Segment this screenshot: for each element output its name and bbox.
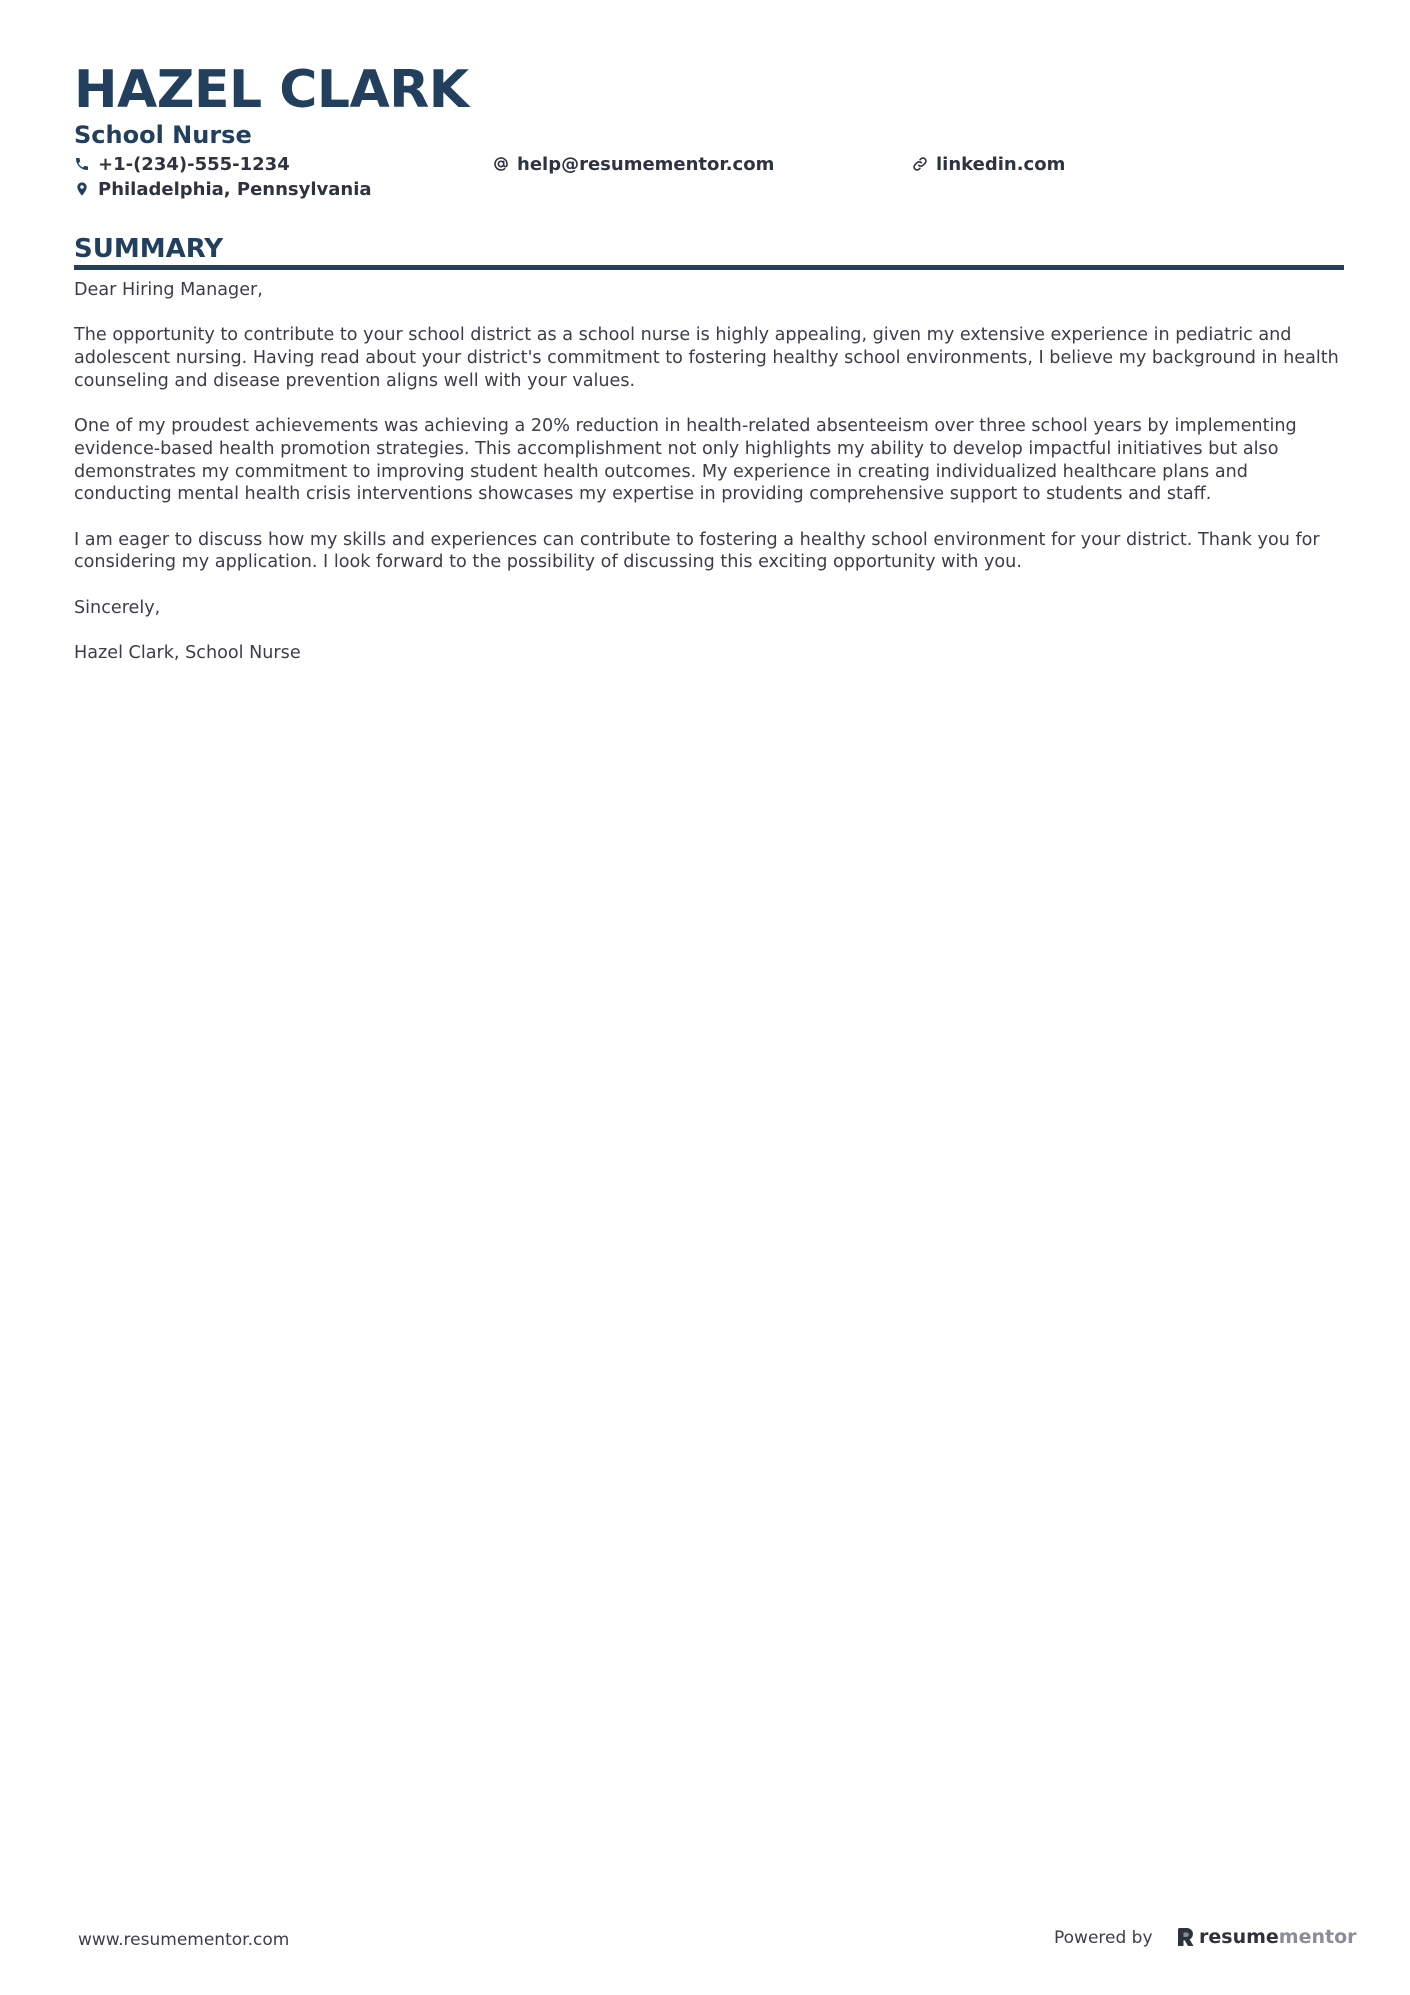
location-text: Philadelphia, Pennsylvania bbox=[98, 178, 372, 200]
letter-greeting: Dear Hiring Manager, bbox=[74, 280, 263, 300]
website-text[interactable]: linkedin.com bbox=[936, 153, 1066, 175]
link-icon bbox=[912, 156, 928, 172]
phone-text: +1-(234)-555-1234 bbox=[98, 153, 290, 175]
job-title: School Nurse bbox=[74, 121, 252, 149]
powered-by-label: Powered by bbox=[1054, 1928, 1153, 1948]
footer-website-link[interactable]: www.resumementor.com bbox=[78, 1930, 290, 1950]
resumementor-logo-icon bbox=[1177, 1927, 1195, 1947]
letter-closing: Sincerely, bbox=[74, 597, 161, 618]
candidate-name: HAZEL CLARK bbox=[74, 60, 469, 120]
contact-phone bbox=[74, 152, 290, 176]
letter-paragraph: The opportunity to contribute to your school district as a school nurse is highly appealing, given my extensive experience in pediatric and adolescent nursing. Having read about your district's commitment to fostering healthy school environments, I believe my background in health counseling and disease prevention aligns well with your values. bbox=[74, 325, 1339, 391]
contact-website[interactable] bbox=[912, 152, 1065, 176]
letter-paragraph: One of my proudest achievements was achieving a 20% reduction in health-related absenteeism over three school years by implementing evidence-based health promotion strategies. This accomplishment not only highlights my ability to develop impactful initiatives but also demonstrates my commitment to improving student health outcomes. My experience in creating individualized healthcare plans and conducting mental health crisis interventions showcases my expertise in providing comprehensive support to students and staff. bbox=[74, 416, 1297, 505]
section-heading-summary: SUMMARY bbox=[74, 234, 224, 264]
brand-logo[interactable] bbox=[1177, 1924, 1357, 1950]
cover-letter-page bbox=[74, 0, 1344, 1995]
contact-email[interactable] bbox=[493, 152, 774, 176]
brand-name-part-1: resume bbox=[1199, 1926, 1279, 1948]
at-sign-icon bbox=[493, 156, 509, 172]
contact-location bbox=[74, 177, 372, 201]
letter-paragraph: I am eager to discuss how my skills and experiences can contribute to fostering a healthy school environment for your district. Thank you for considering my application. I look forward to the possibility of discussing this exciting opportunity with you. bbox=[74, 529, 1320, 573]
phone-icon bbox=[74, 156, 90, 172]
email-text[interactable]: help@resumementor.com bbox=[517, 153, 775, 175]
letter-body bbox=[74, 279, 1344, 688]
letter-signature: Hazel Clark, School Nurse bbox=[74, 643, 301, 664]
brand-name-part-2: mentor bbox=[1278, 1926, 1357, 1948]
section-divider bbox=[74, 265, 1344, 270]
map-pin-icon bbox=[74, 181, 90, 197]
